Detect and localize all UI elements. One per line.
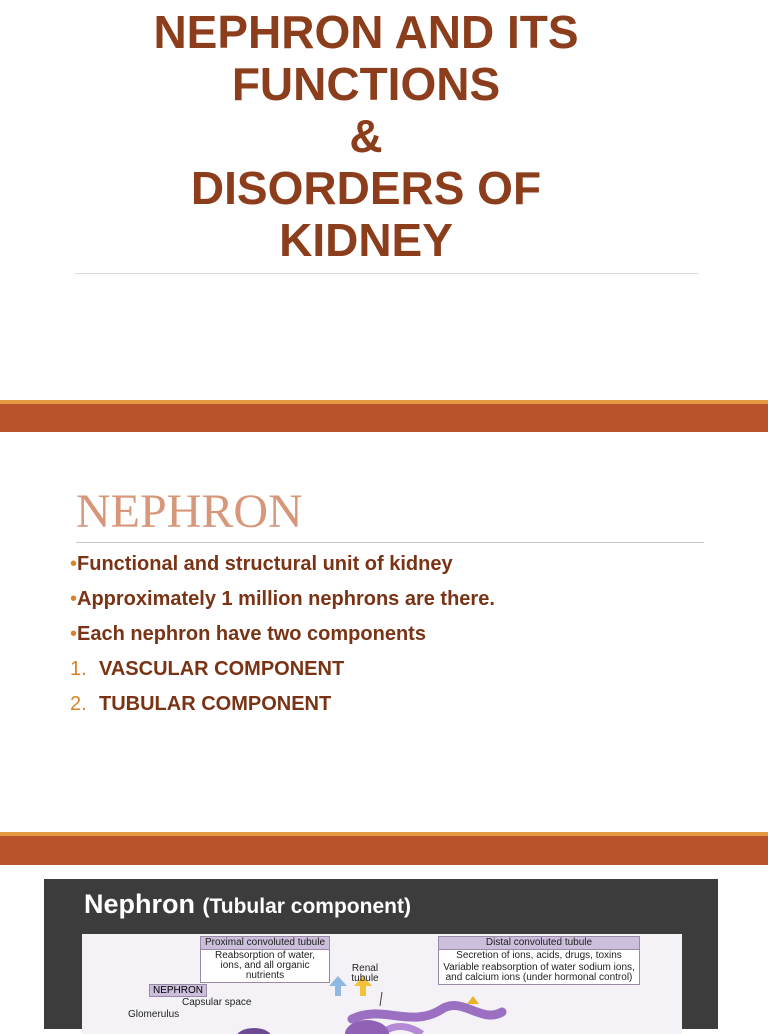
bullet-list (70, 550, 495, 725)
title-line: KIDNEY (279, 214, 453, 266)
renal-tubule-label: Renal tubule (351, 963, 379, 984)
numbered-item (70, 690, 495, 725)
title-line: DISORDERS OF (190, 162, 542, 214)
heading-divider (76, 542, 704, 543)
numbered-text: VASCULAR COMPONENT (99, 658, 345, 680)
title-line: FUNCTIONS (231, 58, 501, 110)
nephron-tag: NEPHRON (149, 984, 207, 997)
capsular-space-label: Capsular space (182, 997, 252, 1008)
bullet-marker: • (70, 553, 78, 575)
glomerulus-label: Glomerulus (128, 1009, 180, 1020)
label-body: Secretion of ions, acids, drugs, toxins (456, 950, 622, 961)
title-line: & (349, 110, 383, 162)
slide-separator-band (0, 832, 768, 865)
title-slide (0, 0, 768, 400)
distal-tubule-label (438, 936, 640, 985)
label-body: Reabsorption of water, ions, and all organic nutrients (214, 950, 316, 981)
panel-title-sub: (Tubular component) (202, 895, 411, 918)
tubular-slide (0, 865, 768, 1024)
diagram-panel (44, 879, 718, 1029)
numbered-item (70, 655, 495, 690)
nephron-slide (0, 432, 768, 832)
title-line: NEPHRON AND ITS (153, 6, 579, 58)
bullet-text: Functional and structural unit of kidney (77, 553, 453, 575)
label-heading: Proximal convoluted tubule (201, 937, 329, 950)
numbered-text: TUBULAR COMPONENT (99, 693, 332, 715)
panel-title-main: Nephron (84, 889, 195, 919)
bullet-marker: • (70, 623, 78, 645)
proximal-tubule-label (200, 936, 330, 983)
title-divider (75, 273, 698, 274)
slide-separator-band (0, 400, 768, 432)
panel-title (84, 889, 411, 920)
label-body: Variable reabsorption of water sodium ions, and calcium ions (under hormonal control) (443, 962, 635, 983)
bullet-text: Approximately 1 million nephrons are there. (77, 588, 495, 610)
item-number: 2. (70, 693, 87, 715)
list-item (70, 585, 495, 620)
list-item (70, 620, 495, 655)
slide-heading: NEPHRON (76, 485, 303, 538)
label-heading: Distal convoluted tubule (439, 937, 639, 950)
bullet-marker: • (70, 588, 78, 610)
nephron-diagram (82, 934, 682, 1034)
list-item (70, 550, 495, 585)
bullet-text: Each nephron have two components (77, 623, 426, 645)
slide-title (60, 6, 672, 266)
item-number: 1. (70, 658, 87, 680)
